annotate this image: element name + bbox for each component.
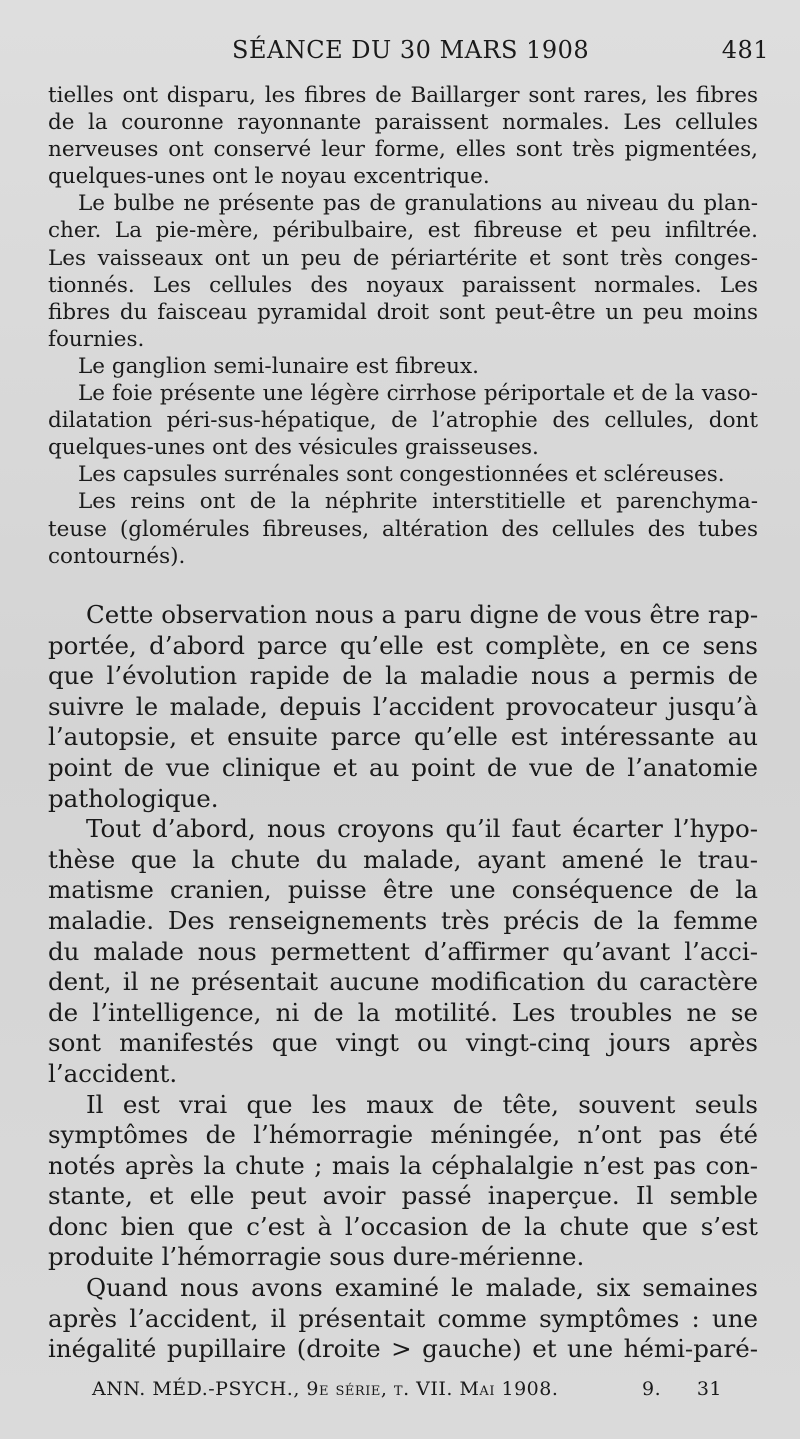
text-line: donc bien que c’est à l’occasion de la chute que s’est	[48, 1211, 758, 1241]
text-line: point de vue clinique et au point de vue de l’anatomie	[48, 752, 758, 782]
text-line: produite l’hémorragie sous dure-mérienne.	[48, 1242, 585, 1272]
text-line: dilatation péri-sus-hépatique, de l’atrophie des cellules, dont	[48, 408, 758, 434]
text-line: pathologique.	[48, 783, 219, 813]
text-line: l’accident.	[48, 1058, 178, 1088]
text-line: tionnés. Les cellules des noyaux paraissent normales. Les	[48, 272, 758, 298]
text-line: cher. La pie-mère, péribulbaire, est fibreuse et peu infiltrée.	[48, 218, 758, 244]
text-line: fournies.	[48, 326, 145, 352]
text-line: portée, d’abord parce qu’elle est complète, en ce sens	[48, 630, 758, 660]
text-line: quelques-unes ont des vésicules graisseuses.	[48, 435, 539, 461]
text-line: teuse (glomérules fibreuses, altération des cellules des tubes	[48, 516, 758, 542]
text-line: de l’intelligence, ni de la motilité. Les troubles ne se	[48, 997, 758, 1027]
text-line: Tout d’abord, nous croyons qu’il faut écarter l’hypo-	[86, 814, 758, 844]
text-line: du malade nous permettent d’affirmer qu’avant l’acci-	[48, 936, 758, 966]
text-line: fibres du faisceau pyramidal droit sont peut-être un peu moins	[48, 299, 758, 325]
text-line: Cette observation nous a paru digne de vous être rap-	[86, 600, 758, 629]
text-line: Le bulbe ne présente pas de granulations au niveau du plan-	[78, 191, 758, 217]
text-line: Le ganglion semi-lunaire est fibreux.	[78, 353, 479, 379]
running-head	[232, 36, 777, 68]
text-line: matisme cranien, puisse être une conséquence de la	[48, 875, 758, 905]
text-line: Il est vrai que les maux de tête, souvent seuls	[86, 1089, 758, 1119]
text-line: l’autopsie, et ensuite parce qu’elle est intéressante au	[48, 722, 758, 752]
footer-sheet-number: 31	[696, 1378, 722, 1400]
text-line: symptômes de l’hémorragie méningée, n’ont pas été	[48, 1120, 758, 1150]
running-head-title: SÉANCE DU 30 MARS 1908	[232, 36, 590, 64]
text-line: après l’accident, il présentait comme symptômes : une	[48, 1303, 758, 1333]
text-line: de la couronne rayonnante paraissent normales. Les cellules	[48, 110, 758, 136]
text-line: contournés).	[48, 543, 186, 569]
text-line: Les capsules surrénales sont congestionnées et scléreuses.	[78, 462, 725, 488]
text-line: stante, et elle peut avoir passé inaperçue. Il semble	[48, 1181, 758, 1211]
text-line: sont manifestés que vingt ou vingt-cinq jours après	[48, 1028, 758, 1058]
text-line: nerveuses ont conservé leur forme, elles sont très pigmentées,	[48, 137, 758, 163]
page-footer	[92, 1378, 722, 1408]
text-line: Le foie présente une légère cirrhose périportale et de la vaso-	[78, 381, 758, 407]
text-line: suivre le malade, depuis l’accident provocateur jusqu’à	[48, 691, 758, 721]
text-line: quelques-unes ont le noyau excentrique.	[48, 164, 490, 190]
text-line: inégalité pupillaire (droite > gauche) et une hémi-paré-	[48, 1334, 758, 1364]
discussion-body-text	[48, 600, 758, 1365]
text-line: tielles ont disparu, les fibres de Baillarger sont rares, les fibres	[48, 83, 758, 108]
text-line: que l’évolution rapide de la maladie nous a permis de	[48, 661, 758, 691]
text-line: Les vaisseaux ont un peu de périartérite et sont très conges-	[48, 245, 758, 271]
text-line: thèse que la chute du malade, ayant amené le trau-	[48, 844, 758, 874]
text-line: Quand nous avons examiné le malade, six semaines	[86, 1273, 758, 1303]
footer-journal-citation: ANN. MÉD.-PSYCH., 9e série, t. VII. Mai 1908.	[92, 1378, 559, 1400]
page-number: 481	[721, 36, 769, 64]
autopsy-notes-small-print	[48, 82, 758, 570]
text-line: maladie. Des renseignements très précis de la femme	[48, 905, 758, 935]
text-line: notés après la chute ; mais la céphalalgie n’est pas con-	[48, 1150, 758, 1180]
text-line: Les reins ont de la néphrite interstitielle et parenchyma-	[78, 489, 758, 515]
text-line: dent, il ne présentait aucune modification du caractère	[48, 967, 758, 997]
footer-signature-mark: 9.	[642, 1378, 662, 1400]
